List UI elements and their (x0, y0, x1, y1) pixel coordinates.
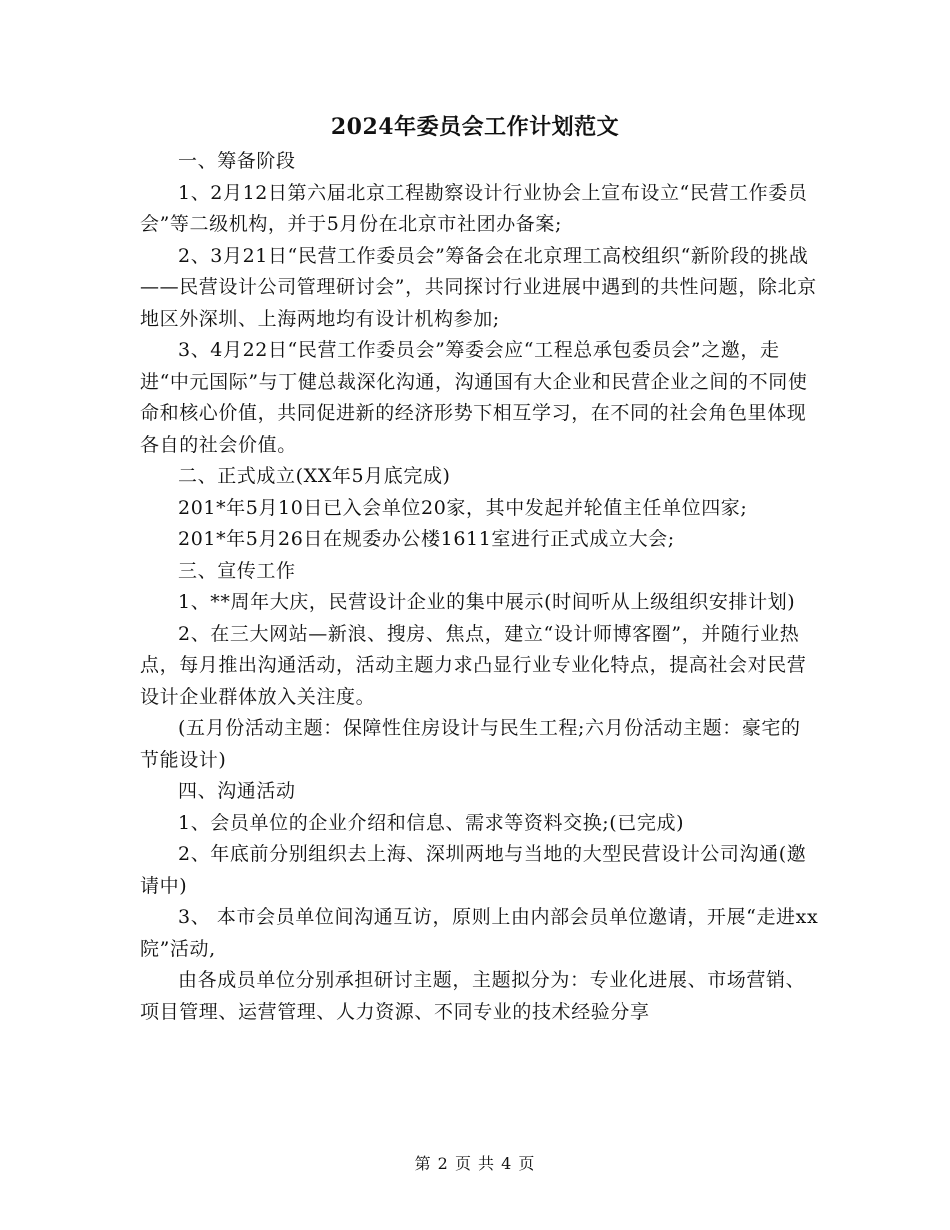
paragraph: 2、3月21日“民营工作委员会”筹备会在北京理工高校组织“新阶段的挑战——民营设计公司管理研讨会”，共同探讨行业进展中遇到的共性问题，除北京地区外深圳、上海两地均有设计机构参加; (140, 244, 817, 330)
paragraph: 3、 本市会员单位间沟通互访，原则上由内部会员单位邀请，开展“走进xx院”活动, (140, 906, 819, 960)
paragraph: 由各成员单位分别承担研讨主题，主题拟分为：专业化进展、市场营销、项目管理、运营管理、人力资源、不同专业的技术经验分享 (140, 969, 806, 1023)
paragraph: 2、年底前分别组织去上海、深圳两地与当地的大型民营设计公司沟通(邀请中) (140, 843, 807, 897)
document-body (140, 146, 820, 1028)
paragraph: 201*年5月26日在规委办公楼1611室进行正式成立大会; (178, 528, 675, 550)
section-heading-establishment: 二、正式成立(XX年5月底完成) (178, 465, 451, 487)
paragraph: 2、在三大网站—新浪、搜房、焦点，建立“设计师博客圈”，并随行业热点，每月推出沟通活动，活动主题力求凸显行业专业化特点，提高社会对民营设计企业群体放入关注度。 (140, 622, 807, 708)
page-footer: 第 2 页 共 4 页 (414, 1154, 536, 1173)
paragraph: 3、4月22日“民营工作委员会”筹委会应“工程总承包委员会”之邀，走进“中元国际”与丁健总裁深化沟通，沟通国有大企业和民营企业之间的不同使命和核心价值，共同促进新的经济形势下相互学习，在不同的社会角色里体现各自的社会价值。 (140, 339, 808, 456)
section-heading-publicity: 三、宣传工作 (178, 559, 296, 582)
paragraph: 201*年5月10日已入会单位20家，其中发起并轮值主任单位四家; (178, 496, 748, 519)
section-heading-communication: 四、沟通活动 (178, 780, 296, 802)
paragraph: 1、会员单位的企业介绍和信息、需求等资料交换;(已完成) (178, 811, 685, 834)
section-heading-preparation: 一、筹备阶段 (178, 150, 296, 172)
paragraph: 1、**周年大庆，民营设计企业的集中展示(时间听从上级组织安排计划) (178, 591, 796, 613)
document-title: 2024年委员会工作计划范文 (330, 114, 620, 140)
paragraph: 1、2月12日第六届北京工程勘察设计行业协会上宣布设立“民营工作委员会”等二级机构，并于5月份在北京市社团办备案; (140, 181, 808, 235)
paragraph: (五月份活动主题：保障性住房设计与民生工程;六月份活动主题：豪宅的节能设计) (140, 717, 801, 771)
